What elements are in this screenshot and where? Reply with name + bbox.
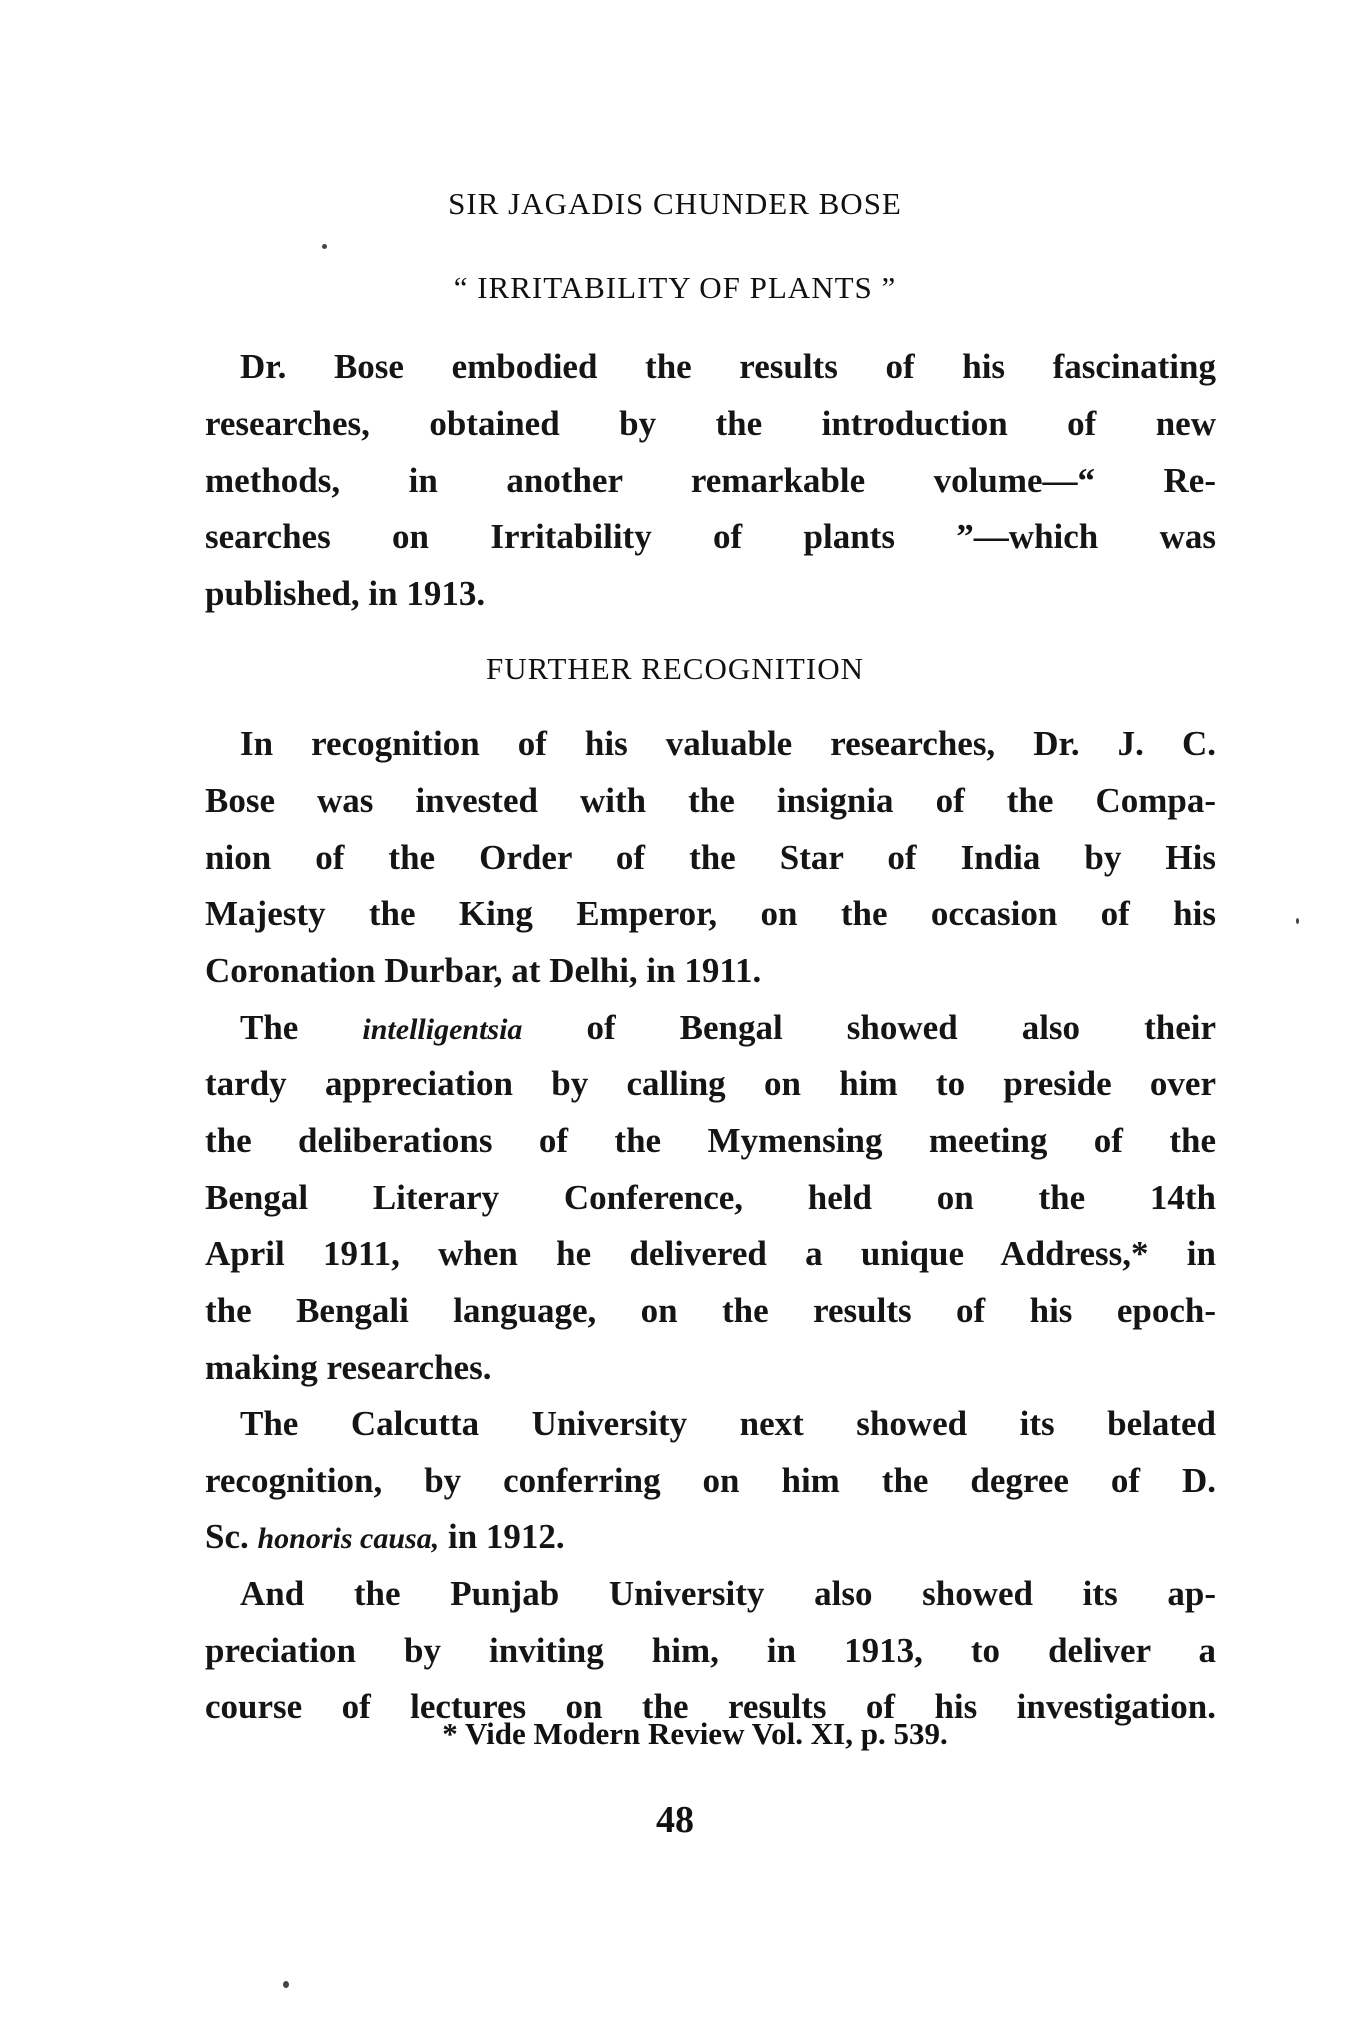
text-line: making researches. [205, 1348, 492, 1387]
text-line: Dr. Bose embodied the results of his fascinating [240, 347, 1216, 386]
text-line [240, 1006, 1216, 1050]
text-fragment: in 1912. [447, 1517, 565, 1556]
text-line: searches on Irritability of plants ”—which was [205, 517, 1216, 556]
scan-speck [283, 1981, 289, 1988]
text-line: April 1911, when he delivered a unique Address,* in [205, 1234, 1216, 1273]
text-line [205, 1515, 1216, 1559]
text-line: tardy appreciation by calling on him to preside over [205, 1064, 1216, 1103]
footnote: * Vide Modern Review Vol. XI, p. 539. [442, 1716, 948, 1751]
text-line: nion of the Order of the Star of India by His [205, 838, 1216, 877]
page-number: 48 [656, 1799, 694, 1841]
running-head-author: SIR JAGADIS CHUNDER BOSE [448, 186, 902, 221]
scan-speck [322, 244, 327, 249]
text-fragment: of Bengal showed also their [586, 1008, 1216, 1047]
text-line: Bose was invested with the insignia of the Compa- [205, 781, 1216, 820]
italic-term: honoris causa, [257, 1522, 440, 1555]
text-line: recognition, by conferring on him the degree of D. [205, 1461, 1216, 1500]
text-line: Majesty the King Emperor, on the occasion of his [205, 894, 1216, 933]
scan-speck [1296, 918, 1299, 924]
text-fragment: Sc. [205, 1517, 249, 1556]
section-heading: FURTHER RECOGNITION [486, 651, 864, 686]
text-line: In recognition of his valuable researches, Dr. J. C. [240, 724, 1216, 763]
text-line: preciation by inviting him, in 1913, to deliver a [205, 1631, 1216, 1670]
text-line: the Bengali language, on the results of his epoch- [205, 1291, 1216, 1330]
text-line: course of lectures on the results of his investigation. [205, 1687, 1216, 1726]
italic-term: intelligentsia [362, 1013, 523, 1046]
text-line: the deliberations of the Mymensing meeting of the [205, 1121, 1216, 1160]
text-line: methods, in another remarkable volume—“ Re- [205, 461, 1216, 500]
text-line: And the Punjab University also showed its ap- [240, 1574, 1216, 1613]
running-head-subtitle: “ IRRITABILITY OF PLANTS ” [453, 270, 897, 305]
text-fragment: The [240, 1008, 299, 1047]
text-line: researches, obtained by the introduction of new [205, 404, 1216, 443]
text-line: published, in 1913. [205, 574, 486, 613]
text-line: Bengal Literary Conference, held on the 14th [205, 1178, 1216, 1217]
text-line: Coronation Durbar, at Delhi, in 1911. [205, 951, 762, 990]
text-line: The Calcutta University next showed its belated [240, 1404, 1216, 1443]
